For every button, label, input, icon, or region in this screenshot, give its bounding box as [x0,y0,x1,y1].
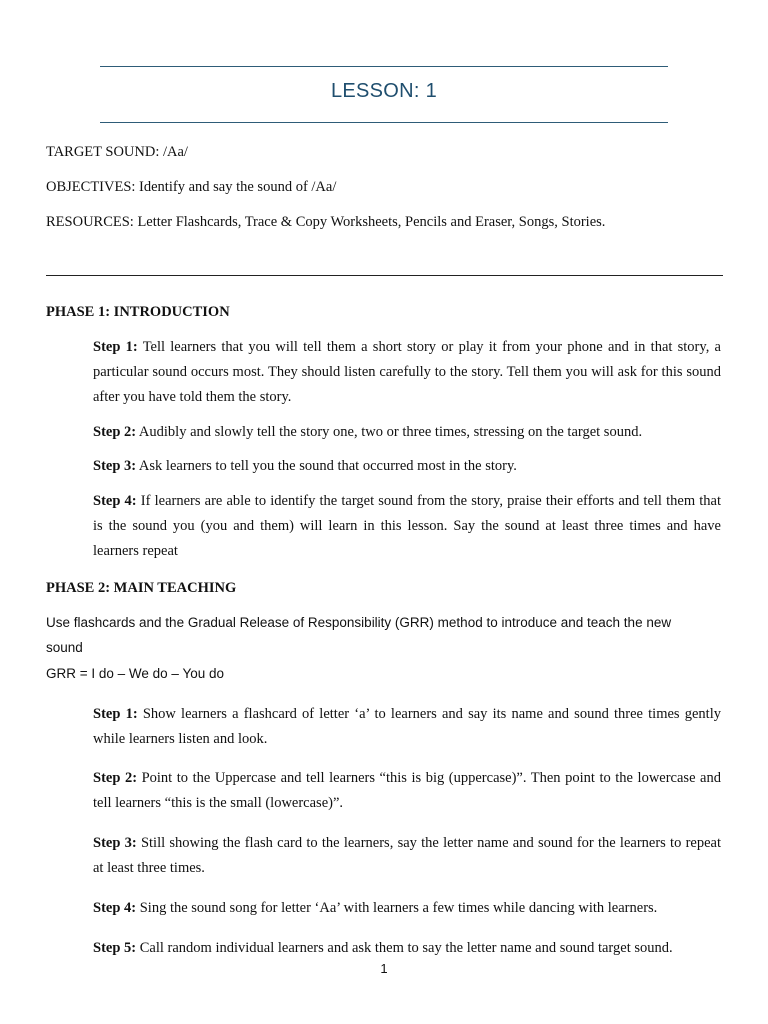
title-rule-bottom [100,122,668,123]
phase2-step-4 [93,896,721,921]
step-label: Step 2: [93,424,137,440]
grr-definition: GRR = I do – We do – You do [46,666,224,681]
phase2-intro: Use flashcards and the Gradual Release of Responsibility (GRR) method to introduce and teach the new sound [46,615,672,655]
phase2-step-1 [93,702,721,752]
step-text: Sing the sound song for letter ‘Aa’ with learners a few times while dancing with learners. [136,900,658,916]
resources: RESOURCES: Letter Flashcards, Trace & Copy Worksheets, Pencils and Eraser, Songs, Stories. [46,214,606,230]
objectives: OBJECTIVES: Identify and say the sound of /Aa/ [46,179,337,195]
step-text: Still showing the flash card to the learners, say the letter name and sound for the learners to repeat at least three times. [93,835,721,876]
step-label: Step 3: [93,835,137,851]
page-number: 1 [380,961,388,976]
phase1-step-1 [93,335,721,410]
step-label: Step 1: [93,339,138,355]
step-text: Tell learners that you will tell them a short story or play it from your phone and in that story, a particular sound occurs most. They should listen carefully to the story. Tell them you will ask for this sound after you have told them the story. [93,339,721,405]
step-text: Audibly and slowly tell the story one, two or three times, stressing on the target sound. [136,424,643,440]
step-text: Call random individual learners and ask them to say the letter name and sound target sound. [136,940,673,956]
phase2-step-3 [93,831,721,881]
step-label: Step 4: [93,900,137,916]
step-text: Show learners a flashcard of letter ‘a’ to learners and say its name and sound three times gently while learners listen and look. [93,706,721,747]
phase2-step-2 [93,766,721,816]
step-label: Step 2: [93,770,138,786]
section-divider [46,275,723,276]
step-text: Ask learners to tell you the sound that occurred most in the story. [136,458,517,474]
phase1-step-2 [93,420,721,445]
phase2-heading: PHASE 2: MAIN TEACHING [46,580,237,596]
phase1-heading: PHASE 1: INTRODUCTION [46,304,230,320]
phase1-step-3 [93,454,721,479]
step-text: Point to the Uppercase and tell learners “this is big (uppercase)”. Then point to the lowercase and tell learners “this is the small (lowercase)”. [93,770,721,811]
step-label: Step 5: [93,940,137,956]
step-label: Step 4: [93,493,137,509]
step-text: If learners are able to identify the target sound from the story, praise their efforts and tell them that is the sound you (you and them) will learn in this lesson. Say the sound at least three times and have learners repeat [93,493,721,559]
lesson-title: LESSON: 1 [330,80,438,102]
step-label: Step 3: [93,458,137,474]
phase2-step-5 [93,936,721,961]
title-rule-top [100,66,668,67]
step-label: Step 1: [93,706,138,722]
target-sound: TARGET SOUND: /Aa/ [46,144,188,160]
phase1-step-4 [93,489,721,564]
